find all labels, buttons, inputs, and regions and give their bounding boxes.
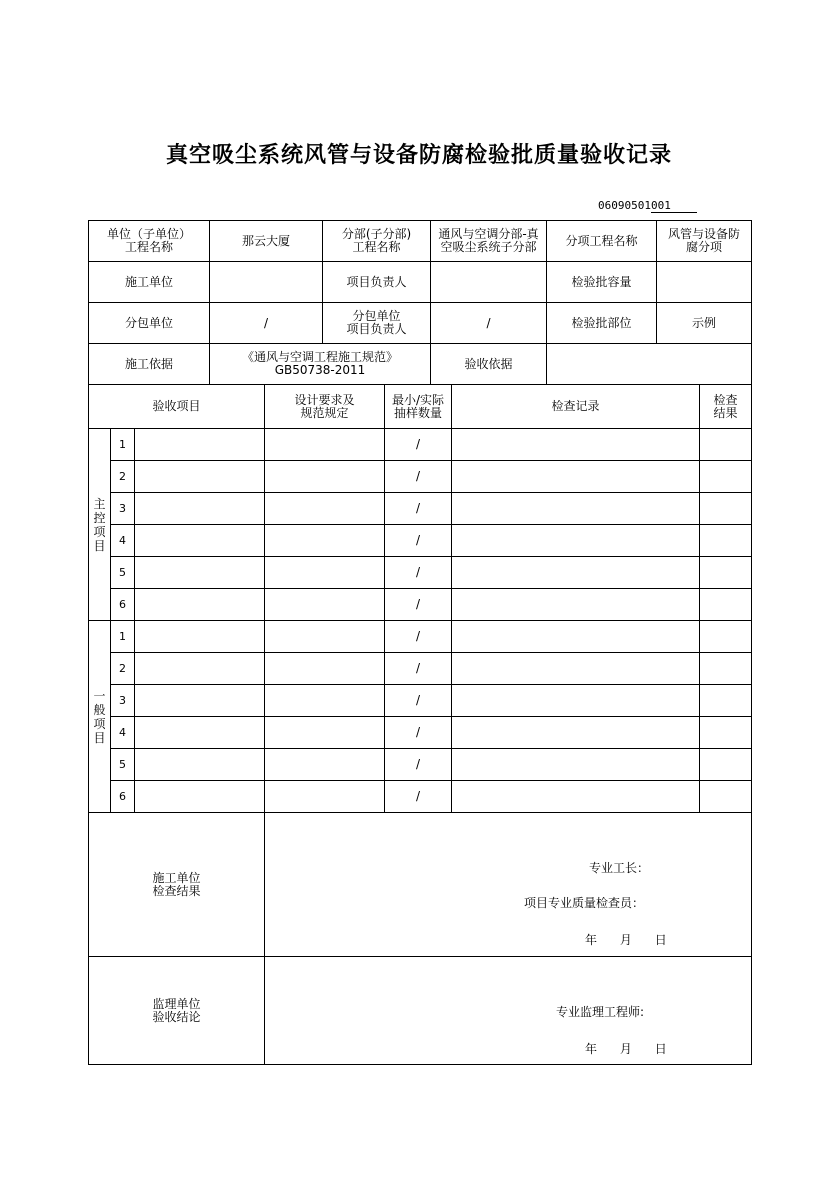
row-result (699, 748, 752, 781)
document-code (598, 199, 697, 213)
row-item (134, 492, 265, 525)
row-sample: / (384, 652, 452, 685)
subcontractor-label: 分包单位 (88, 302, 210, 344)
row-record (451, 524, 700, 557)
row-sample: / (384, 748, 452, 781)
row-record (451, 588, 700, 621)
row-result (699, 652, 752, 685)
row-result (699, 524, 752, 557)
row-record (451, 460, 700, 493)
row-item (134, 652, 265, 685)
row-number: 5 (110, 748, 135, 781)
contractor-value (209, 261, 323, 303)
row-design (264, 652, 385, 685)
row-record (451, 492, 700, 525)
row-result (699, 620, 752, 653)
row-design (264, 524, 385, 557)
row-item (134, 428, 265, 461)
batch-location-label: 检验批部位 (546, 302, 657, 344)
row-number: 1 (110, 428, 135, 461)
row-record (451, 556, 700, 589)
row-record (451, 780, 700, 813)
row-design (264, 492, 385, 525)
division-name-value: 通风与空调分部-真 空吸尘系统子分部 (430, 220, 547, 262)
sub-project-manager-label: 分包单位 项目负责人 (322, 302, 431, 344)
row-item (134, 524, 265, 557)
acceptance-basis-label: 验收依据 (430, 343, 547, 385)
main-control-group-label (88, 428, 111, 621)
row-record (451, 684, 700, 717)
col-header-design: 设计要求及 规范规定 (264, 384, 385, 429)
row-number: 1 (110, 620, 135, 653)
row-result (699, 716, 752, 749)
col-header-record: 检查记录 (451, 384, 700, 429)
row-item (134, 460, 265, 493)
construction-date: 年 月 日 (585, 933, 667, 947)
row-number: 6 (110, 588, 135, 621)
row-sample: / (384, 684, 452, 717)
row-sample: / (384, 780, 452, 813)
document-title: 真空吸尘系统风管与设备防腐检验批质量验收记录 (165, 142, 672, 168)
row-number: 6 (110, 780, 135, 813)
row-item (134, 780, 265, 813)
row-sample: / (384, 588, 452, 621)
row-sample: / (384, 620, 452, 653)
acceptance-basis-value (546, 343, 752, 385)
project-manager-value (430, 261, 547, 303)
code-suffix: 001 (651, 199, 697, 213)
row-design (264, 780, 385, 813)
project-manager-label: 项目负责人 (322, 261, 431, 303)
construction-basis-label: 施工依据 (88, 343, 210, 385)
row-design (264, 460, 385, 493)
row-design (264, 716, 385, 749)
row-design (264, 748, 385, 781)
row-design (264, 620, 385, 653)
col-header-item: 验收项目 (88, 384, 265, 429)
subcontractor-value: / (209, 302, 323, 344)
code-prefix: 06090501 (598, 199, 651, 212)
foreman-signature-label: 专业工长： (589, 861, 650, 875)
main-control-label-text: 主 控 项 目 (93, 496, 106, 553)
row-result (699, 460, 752, 493)
row-record (451, 716, 700, 749)
row-sample: / (384, 428, 452, 461)
subitem-name-value: 风管与设备防 腐分项 (656, 220, 752, 262)
supervising-engineer-signature-label: 专业监理工程师: (556, 1005, 645, 1019)
unit-name-label: 单位（子单位） 工程名称 (88, 220, 210, 262)
row-item (134, 620, 265, 653)
row-result (699, 588, 752, 621)
row-record (451, 748, 700, 781)
quality-inspector-signature-label: 项目专业质量检查员： (524, 896, 645, 910)
supervision-date: 年 月 日 (585, 1042, 667, 1056)
row-number: 3 (110, 492, 135, 525)
general-group-label (88, 620, 111, 813)
row-design (264, 556, 385, 589)
row-record (451, 620, 700, 653)
row-result (699, 684, 752, 717)
row-result (699, 428, 752, 461)
row-design (264, 588, 385, 621)
row-item (134, 684, 265, 717)
row-number: 4 (110, 716, 135, 749)
row-number: 4 (110, 524, 135, 557)
row-result (699, 556, 752, 589)
row-design (264, 684, 385, 717)
row-number: 2 (110, 460, 135, 493)
unit-name-value: 那云大厦 (209, 220, 323, 262)
row-item (134, 588, 265, 621)
batch-location-value: 示例 (656, 302, 752, 344)
row-sample: / (384, 460, 452, 493)
construction-check-area (264, 812, 752, 957)
row-record (451, 428, 700, 461)
row-number: 5 (110, 556, 135, 589)
supervision-check-label: 监理单位 验收结论 (88, 956, 265, 1065)
row-record (451, 652, 700, 685)
supervision-check-area (264, 956, 752, 1065)
row-design (264, 428, 385, 461)
construction-check-label: 施工单位 检查结果 (88, 812, 265, 957)
col-header-result: 检查 结果 (699, 384, 752, 429)
batch-capacity-value (656, 261, 752, 303)
row-number: 3 (110, 684, 135, 717)
contractor-label: 施工单位 (88, 261, 210, 303)
row-sample: / (384, 492, 452, 525)
sub-project-manager-value: / (430, 302, 547, 344)
row-item (134, 748, 265, 781)
row-item (134, 556, 265, 589)
row-result (699, 780, 752, 813)
row-result (699, 492, 752, 525)
row-number: 2 (110, 652, 135, 685)
division-name-label: 分部(子分部) 工程名称 (322, 220, 431, 262)
subitem-name-label: 分项工程名称 (546, 220, 657, 262)
row-item (134, 716, 265, 749)
row-sample: / (384, 716, 452, 749)
row-sample: / (384, 524, 452, 557)
row-sample: / (384, 556, 452, 589)
batch-capacity-label: 检验批容量 (546, 261, 657, 303)
col-header-sample: 最小/实际 抽样数量 (384, 384, 452, 429)
general-label-text: 一 般 项 目 (93, 688, 106, 745)
construction-basis-value: 《通风与空调工程施工规范》 GB50738-2011 (209, 343, 431, 385)
